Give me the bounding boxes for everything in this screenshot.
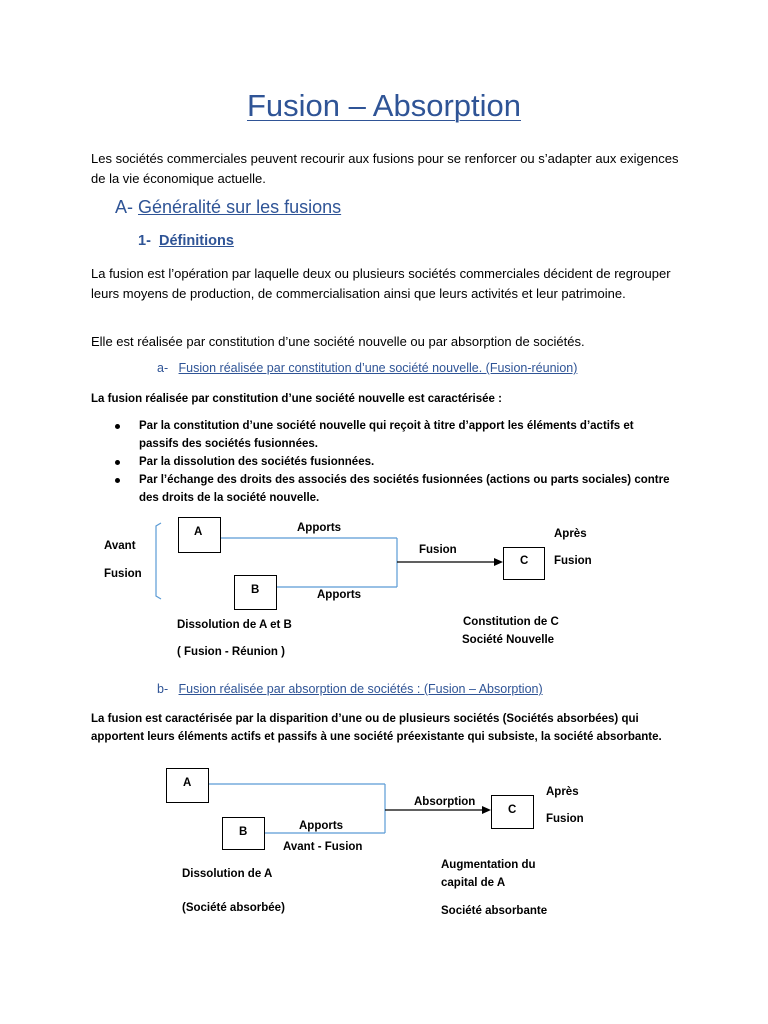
diagram1-fusion-left: Fusion [104,568,142,580]
realisation-paragraph: Elle est réalisée par constitution d’une société nouvelle ou par absorption de sociétés. [91,334,585,349]
subsection-b-number: b- [157,682,169,696]
diagram1-apports-bottom: Apports [317,589,362,601]
diagram1-fusion-right: Fusion [554,555,592,567]
diagram1-avant: Avant [104,540,136,552]
subsection-b-text: La fusion est caractérisée par la disparition d’une ou de plusieurs sociétés (Sociétés absorbées) qui apportent leurs éléments actifs et passifs à une société préexistante qui subsiste, la société absorbante. [91,713,662,743]
box-c-label: C [520,555,529,567]
diagram1-brace [156,523,161,599]
diagram2-box-c [491,795,534,829]
diagram2-apports: Apports [299,820,344,832]
diagram1-box-c [503,547,545,580]
diagram2-augmentation: Augmentation du [441,859,536,871]
diagram1-constitution: Constitution de C [463,616,559,628]
diagram2-box-b [222,817,265,850]
diagram2-avant-fusion: Avant - Fusion [283,841,363,853]
box-b-label: B [251,584,260,596]
section-a-number: A- [115,197,133,217]
diagram2-capital: capital de A [441,877,506,889]
diagram2-fusion-right: Fusion [546,813,584,825]
box-a-label: A [183,777,192,789]
subsection-a-title: Fusion réalisée par constitution d’une société nouvelle. (Fusion-réunion) [178,361,578,375]
diagram1-arrowhead-icon [494,558,503,566]
diagram1-societe-nouvelle: Société Nouvelle [462,634,555,646]
page-title: Fusion – Absorption [246,88,521,123]
subsection-b-title: Fusion réalisée par absorption de sociétés : (Fusion – Absorption) [178,682,543,696]
diagram2-absorption-label: Absorption [414,796,476,808]
subsection-a-intro: La fusion réalisée par constitution d’une société nouvelle est caractérisée : [91,393,502,405]
section-a-title: Généralité sur les fusions [138,197,342,217]
list-item-text: Par la dissolution des sociétés fusionnées. [139,456,375,468]
subsection-a-number: a- [157,361,169,375]
definition-paragraph: La fusion est l’opération par laquelle deux ou plusieurs sociétés commerciales décident de regrouper leurs moyens de production, de commercialisation ainsi que leurs activités et leur patrimoine. [91,266,671,301]
diagram1-reunion: ( Fusion - Réunion ) [177,646,285,658]
list-item-text: Par l’échange des droits des associés des sociétés fusionnées (actions ou parts sociales) contre des droits de la société nouvelle. [139,474,670,504]
diagram1-apports-top: Apports [297,522,342,534]
list-item-text: Par la constitution d’une société nouvelle qui reçoit à titre d’apport les éléments d’actifs et passifs des sociétés fusionnées. [139,420,634,450]
diagram2-box-a [166,768,209,803]
diagram2-societe-absorbante: Société absorbante [441,905,548,917]
box-b-label: B [239,826,248,838]
intro-paragraph: Les sociétés commerciales peuvent recourir aux fusions pour se renforcer ou s’adapter aux exigences de la vie économique actuelle. [91,151,679,186]
diagram1-fusion-arrow-label: Fusion [419,544,457,556]
diagram1-box-b [234,575,277,610]
subsection-1-number: 1- [138,233,151,249]
box-a-label: A [194,526,203,538]
diagram2-societe-absorbee: (Société absorbée) [182,902,285,914]
diagram2-dissolution: Dissolution de A [182,868,273,880]
diagram1-apres: Après [554,528,587,540]
diagram2-apres: Après [546,786,579,798]
diagram1-box-a [178,517,221,553]
subsection-1-title: Définitions [158,233,234,249]
diagram2-arrowhead-icon [482,806,491,814]
subsection-b-heading [157,682,543,696]
diagram1-dissolution: Dissolution de A et B [177,619,292,631]
box-c-label: C [508,804,517,816]
